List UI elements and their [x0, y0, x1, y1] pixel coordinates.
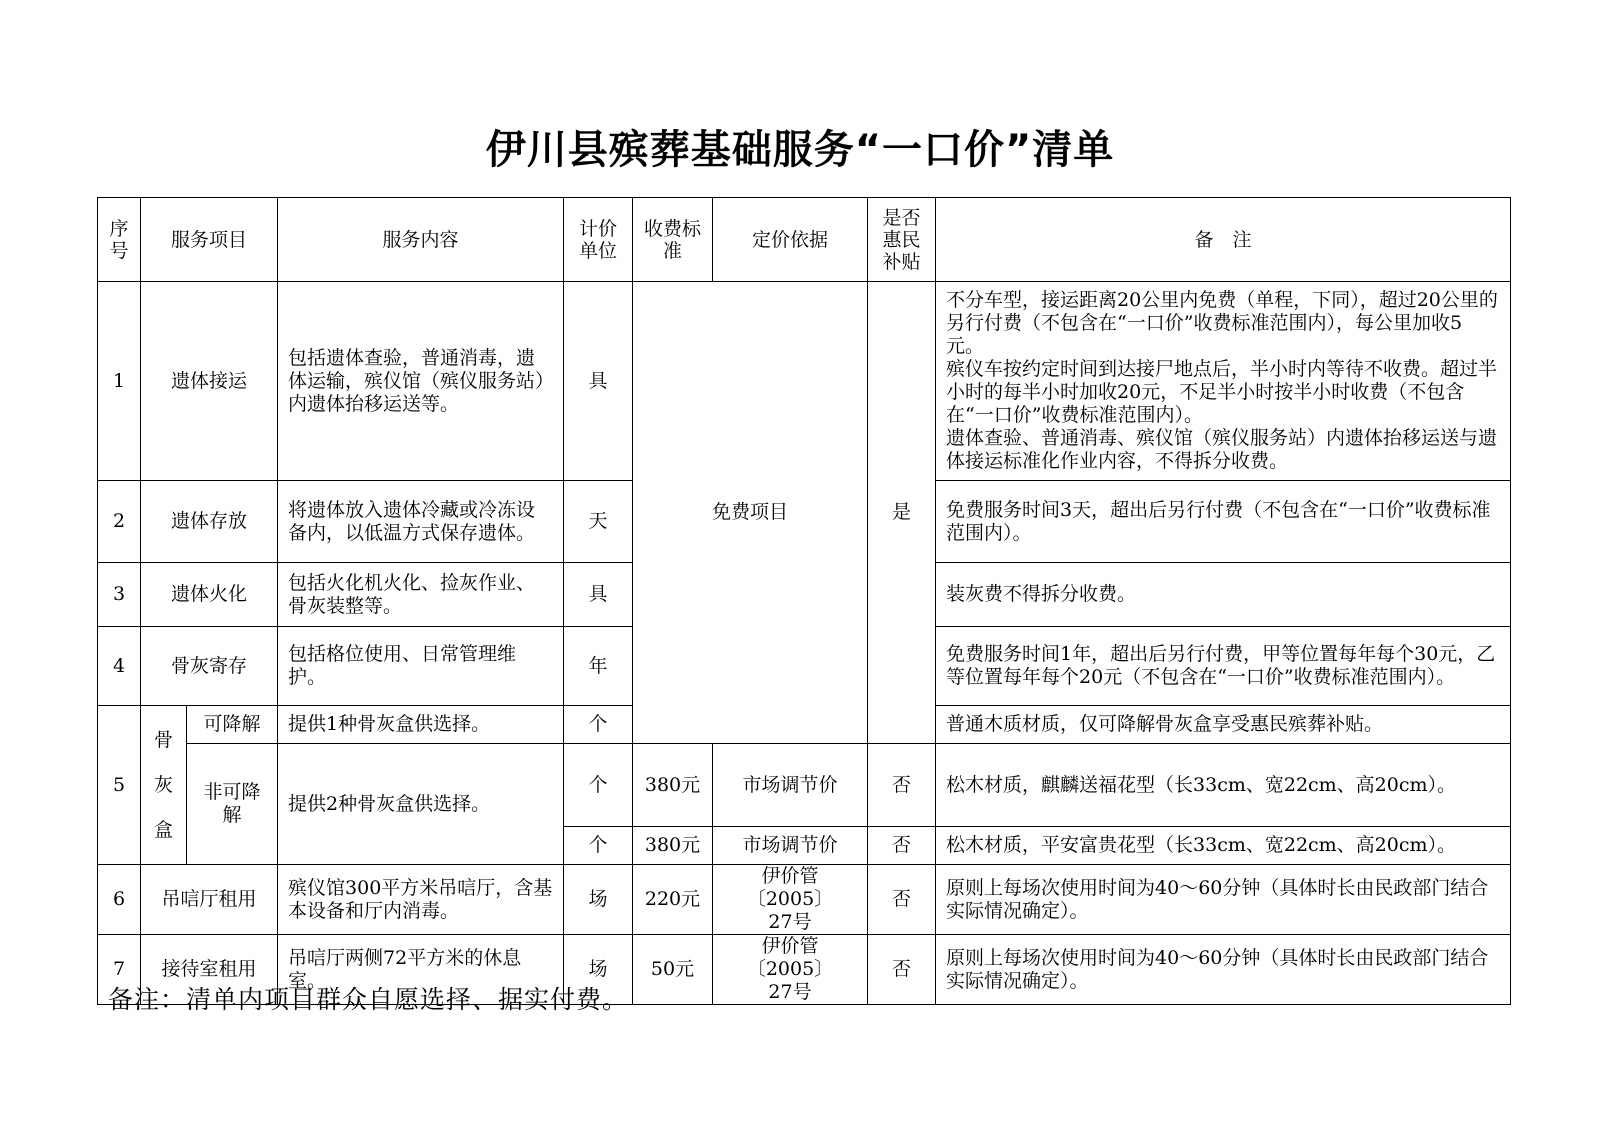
row-item-vertical — [141, 706, 187, 865]
row-remark: 原则上每场次使用时间为40～60分钟（具体时长由民政部门结合实际情况确定）。 — [936, 935, 1511, 1005]
row-content: 提供2种骨灰盒供选择。 — [278, 744, 564, 865]
row-basis: 市场调节价 — [713, 744, 868, 827]
row-fee: 380元 — [633, 827, 713, 865]
row-basis: 伊价管〔2005〕27号 — [713, 865, 868, 935]
row-item: 接待室租用 — [141, 935, 278, 1005]
row-item: 遗体火化 — [141, 563, 278, 627]
row-remark: 普通木质材质，仅可降解骨灰盒享受惠民殡葬补贴。 — [936, 706, 1511, 744]
row-remark: 不分车型，接运距离20公里内免费（单程，下同），超过20公里的另行付费（不包含在“一口价”收费标准范围内），每公里加收5元。 殡仪车按约定时间到达接尸地点后，半小时内等待不收费。超过半小时的每半小时加收20元，不足半小时按半小时收费（不包含在“一口价”收费标准范围内）。 遗体查验、普通消毒、殡仪馆（殡仪服务站）内遗体抬移运送与遗体接运标准化作业内容，不得拆分收费。 — [936, 282, 1511, 481]
free-items-cell: 免费项目 — [633, 282, 868, 744]
row-unit: 个 — [564, 827, 633, 865]
row-content: 包括遗体查验，普通消毒，遗体运输，殡仪馆（殡仪服务站）内遗体抬移运送等。 — [278, 282, 564, 481]
header-subsidy: 是否惠民补贴 — [868, 198, 936, 282]
row-remark: 松木材质，麒麟送福花型（长33cm、宽22cm、高20cm）。 — [936, 744, 1511, 827]
row-item: 吊唁厅租用 — [141, 865, 278, 935]
row-subsidy: 否 — [868, 744, 936, 827]
row-unit: 年 — [564, 627, 633, 706]
urn-label-char: 骨 — [153, 729, 173, 751]
header-seq: 序号 — [98, 198, 141, 282]
row-seq: 3 — [98, 563, 141, 627]
row-unit: 个 — [564, 744, 633, 827]
table-row — [98, 282, 1511, 481]
header-content: 服务内容 — [278, 198, 564, 282]
sub-item-label: 可降解 — [187, 706, 278, 744]
sub-item-label: 非可降解 — [187, 744, 278, 865]
row-unit: 个 — [564, 706, 633, 744]
row-remark: 松木材质，平安富贵花型（长33cm、宽22cm、高20cm）。 — [936, 827, 1511, 865]
row-content: 殡仪馆300平方米吊唁厅，含基本设备和厅内消毒。 — [278, 865, 564, 935]
header-unit: 计价单位 — [564, 198, 633, 282]
subsidy-yes-cell: 是 — [868, 282, 936, 744]
header-item: 服务项目 — [141, 198, 278, 282]
page-title: 伊川县殡葬基础服务“一口价”清单 — [485, 127, 1115, 173]
row-unit: 具 — [564, 563, 633, 627]
row-content: 提供1种骨灰盒供选择。 — [278, 706, 564, 744]
row-seq: 7 — [98, 935, 141, 1005]
row-fee: 380元 — [633, 744, 713, 827]
row-seq: 1 — [98, 282, 141, 481]
row-item: 遗体存放 — [141, 481, 278, 563]
header-basis: 定价依据 — [713, 198, 868, 282]
row-remark: 免费服务时间3天，超出后另行付费（不包含在“一口价”收费标准范围内）。 — [936, 481, 1511, 563]
row-seq: 2 — [98, 481, 141, 563]
row-unit: 场 — [564, 865, 633, 935]
row-item: 遗体接运 — [141, 282, 278, 481]
row-fee: 220元 — [633, 865, 713, 935]
row-basis: 市场调节价 — [713, 827, 868, 865]
row-subsidy: 否 — [868, 827, 936, 865]
row-content: 吊唁厅两侧72平方米的休息室。 — [278, 935, 564, 1005]
row-unit: 天 — [564, 481, 633, 563]
row-content: 包括火化机火化、捡灰作业、骨灰装整等。 — [278, 563, 564, 627]
row-basis: 伊价管〔2005〕27号 — [713, 935, 868, 1005]
row-remark: 装灰费不得拆分收费。 — [936, 563, 1511, 627]
row-unit: 场 — [564, 935, 633, 1005]
footnote: 备注：清单内项目群众自愿选择、据实付费。 — [108, 985, 629, 1014]
row-seq: 5 — [98, 706, 141, 865]
row-content: 包括格位使用、日常管理维护。 — [278, 627, 564, 706]
row-remark: 免费服务时间1年，超出后另行付费，甲等位置每年每个30元，乙等位置每年每个20元（不包含在“一口价”收费标准范围内）。 — [936, 627, 1511, 706]
row-subsidy: 否 — [868, 865, 936, 935]
row-seq: 4 — [98, 627, 141, 706]
row-subsidy: 否 — [868, 935, 936, 1005]
header-fee: 收费标准 — [633, 198, 713, 282]
urn-label-char: 灰 — [153, 774, 173, 796]
header-remark: 备 注 — [936, 198, 1511, 282]
row-item: 骨灰寄存 — [141, 627, 278, 706]
row-unit: 具 — [564, 282, 633, 481]
table-row — [98, 744, 1511, 827]
row-content: 将遗体放入遗体冷藏或冷冻设备内，以低温方式保存遗体。 — [278, 481, 564, 563]
row-seq: 6 — [98, 865, 141, 935]
table-row — [98, 865, 1511, 935]
table-header-row — [98, 198, 1511, 282]
urn-label-char: 盒 — [153, 819, 173, 841]
fee-table — [97, 197, 1511, 1005]
row-fee: 50元 — [633, 935, 713, 1005]
row-remark: 原则上每场次使用时间为40～60分钟（具体时长由民政部门结合实际情况确定）。 — [936, 865, 1511, 935]
